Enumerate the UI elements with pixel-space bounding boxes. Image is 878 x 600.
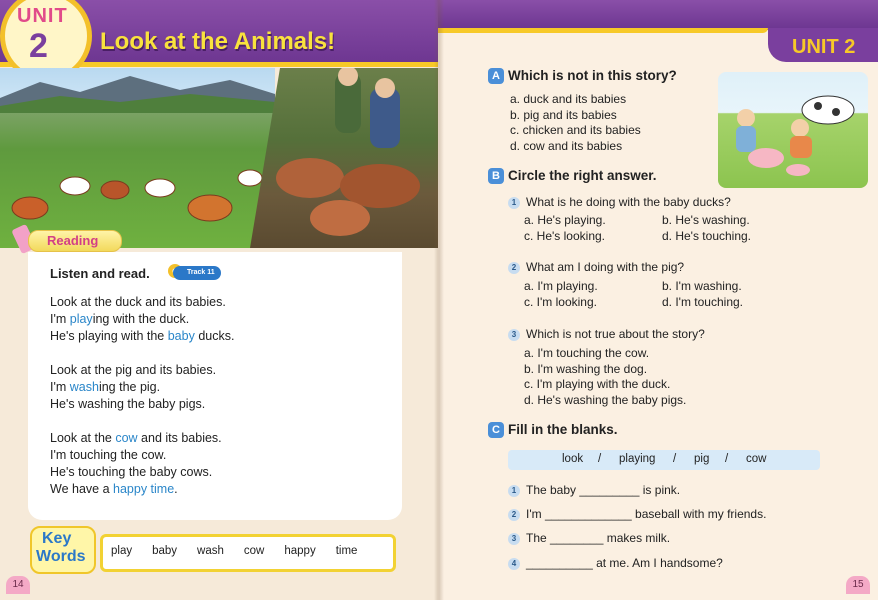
word-bank-item: cow xyxy=(746,453,767,465)
story-line: Look at the pig and its babies. xyxy=(50,363,217,377)
cows-field-image xyxy=(0,68,275,248)
option[interactable]: c. I'm playing with the duck. xyxy=(524,377,671,391)
page-number-right: 15 xyxy=(846,576,870,594)
book-spine xyxy=(434,0,444,600)
question-3-options xyxy=(524,346,686,408)
question-2-options xyxy=(524,278,782,310)
option[interactable]: b. He's washing. xyxy=(662,213,750,227)
listen-instruction: Listen and read. xyxy=(50,266,150,281)
word-bank-item: playing xyxy=(619,453,656,465)
option[interactable]: a. duck and its babies xyxy=(510,92,627,106)
section-b-badge: B xyxy=(488,168,504,184)
reading-tab xyxy=(28,230,122,252)
word-bank-separator: / xyxy=(598,453,602,465)
story-line: He's washing the baby pigs. xyxy=(50,397,206,411)
word-bank-separator: / xyxy=(725,453,729,465)
fill-item-1[interactable]: 1 The baby _________ is pink. xyxy=(508,483,680,497)
pigs-and-farmers-icon xyxy=(250,68,438,248)
unit-banner-right xyxy=(438,0,878,30)
story-line: I'm touching the cow. xyxy=(50,448,167,462)
story-line: Look at the cow and its babies. xyxy=(50,431,222,445)
option[interactable]: d. He's touching. xyxy=(662,229,752,243)
unit-label: UNIT xyxy=(17,5,68,27)
key-word: play xyxy=(111,545,133,557)
page-number-left: 14 xyxy=(6,576,30,594)
key-words-box xyxy=(100,534,396,572)
question-1: 1 What is he doing with the baby ducks? xyxy=(508,195,731,209)
option[interactable]: b. I'm washing the dog. xyxy=(524,361,648,376)
story-line: We have a happy time. xyxy=(50,482,178,496)
unit-number: 2 xyxy=(29,27,48,65)
section-b-title: B Circle the right answer. xyxy=(488,168,657,184)
track-badge[interactable]: Track 11 xyxy=(173,266,221,280)
question-1-options xyxy=(524,212,782,244)
unit-tag: UNIT 2 xyxy=(792,36,856,58)
highlight-word: cow xyxy=(115,431,138,445)
right-page xyxy=(438,0,878,600)
question-number: 3 xyxy=(508,329,520,341)
option[interactable]: c. He's looking. xyxy=(524,229,605,243)
section-a-title: A Which is not in this story? xyxy=(488,68,677,84)
banner-stripe-right xyxy=(438,28,768,33)
option[interactable]: d. He's washing the baby pigs. xyxy=(524,392,687,407)
farm-illustration xyxy=(718,72,868,188)
left-page xyxy=(0,0,438,600)
highlight-word: wash xyxy=(69,380,99,394)
fill-item-4[interactable]: 4 __________ at me. Am I handsome? xyxy=(508,556,723,570)
word-bank-item: pig xyxy=(694,453,710,465)
section-a-badge: A xyxy=(488,68,504,84)
animals-photo xyxy=(0,68,438,248)
story-line: He's touching the baby cows. xyxy=(50,465,213,479)
option[interactable]: d. I'm touching. xyxy=(662,295,743,309)
option[interactable]: a. He's playing. xyxy=(524,213,606,227)
item-number: 3 xyxy=(508,533,520,545)
key-word: happy xyxy=(284,545,316,557)
option[interactable]: c. I'm looking. xyxy=(524,295,597,309)
key-word: cow xyxy=(243,545,265,557)
fill-item-3[interactable]: 3 The ________ makes milk. xyxy=(508,531,670,545)
item-number: 1 xyxy=(508,485,520,497)
pigs-farm-image xyxy=(250,68,438,248)
section-c-badge: C xyxy=(488,422,504,438)
section-c-title: C Fill in the blanks. xyxy=(488,422,618,438)
page-title: Look at the Animals! xyxy=(100,28,336,55)
story-text xyxy=(50,294,234,498)
highlight-word: baby xyxy=(167,329,195,343)
question-2: 2 What am I doing with the pig? xyxy=(508,260,684,274)
question-3: 3 Which is not true about the story? xyxy=(508,327,705,341)
option[interactable]: a. I'm touching the cow. xyxy=(524,346,650,360)
highlight-word: play xyxy=(69,312,93,326)
option[interactable]: b. pig and its babies xyxy=(510,107,617,122)
fill-item-2[interactable]: 2 I'm _____________ baseball with my friends. xyxy=(508,507,766,521)
story-line: I'm playing with the duck. xyxy=(50,312,190,326)
key-word: time xyxy=(335,545,358,557)
item-number: 4 xyxy=(508,558,520,570)
option[interactable]: d. cow and its babies xyxy=(510,138,623,153)
story-line: Look at the duck and its babies. xyxy=(50,295,226,309)
option[interactable]: b. I'm washing. xyxy=(662,279,742,293)
section-a-options xyxy=(510,92,641,154)
option[interactable]: a. I'm playing. xyxy=(524,279,598,293)
question-number: 1 xyxy=(508,197,520,209)
key-word: baby xyxy=(152,545,178,557)
cows-icon xyxy=(0,68,275,248)
story-line: He's playing with the baby ducks. xyxy=(50,329,235,343)
word-bank-item: look xyxy=(562,453,584,465)
option[interactable]: c. chicken and its babies xyxy=(510,123,641,137)
key-word: wash xyxy=(197,545,224,557)
reading-label: Reading xyxy=(47,233,99,248)
key-words-list xyxy=(111,545,377,557)
farm-scene-icon xyxy=(718,72,868,188)
highlight-word: happy time xyxy=(113,482,175,496)
reading-card xyxy=(28,252,402,520)
story-line: I'm washing the pig. xyxy=(50,380,161,394)
item-number: 2 xyxy=(508,509,520,521)
word-bank xyxy=(508,450,820,470)
question-number: 2 xyxy=(508,262,520,274)
key-words-badge: Key Words xyxy=(30,526,96,574)
word-bank-separator: / xyxy=(673,453,677,465)
